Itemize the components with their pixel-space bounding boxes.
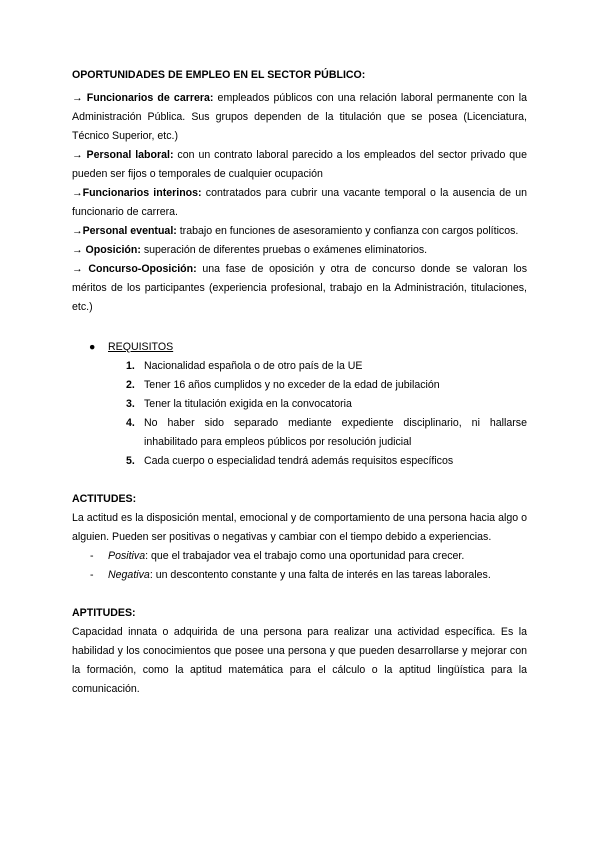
oportunidades-list [72, 89, 527, 317]
item-number: 5. [126, 455, 135, 467]
dash-marker: - [90, 550, 94, 562]
spacer [72, 471, 527, 490]
bullet-dot-icon: ● [89, 341, 96, 353]
document-page [72, 66, 527, 699]
item-text: con un contrato laboral parecido a los empleados del sector privado que pueden ser fijos o temporales de cualquier ocupación [72, 149, 527, 180]
list-item [72, 260, 527, 317]
arrow-icon: → [72, 187, 83, 199]
item-number: 1. [126, 360, 135, 372]
list-item [72, 222, 527, 241]
list-item [126, 357, 527, 376]
section-heading-aptitudes: APTITUDES: [72, 607, 136, 619]
item-term: Funcionarios de carrera: [86, 92, 214, 104]
requisitos-list [72, 357, 527, 471]
list-item [72, 184, 527, 222]
list-item [126, 376, 527, 395]
item-text: superación de diferentes pruebas o exámenes eliminatorios. [140, 244, 428, 256]
item-text: : un descontento constante y una falta de interés en las tareas laborales. [149, 569, 491, 581]
item-number: 2. [126, 379, 135, 391]
list-item [90, 547, 527, 566]
aptitudes-body: Capacidad innata o adquirida de una persona para realizar una actividad específica. Es la habilidad y los conocimientos que posee una persona y que pueden desarrollarse y mejorar con la formación, como la aptitud matemática para el cálculo o la aptitud lingüística para la comunicación. [72, 626, 527, 695]
list-item [72, 89, 527, 146]
arrow-icon: → [72, 92, 83, 104]
section-heading-oportunidades: OPORTUNIDADES DE EMPLEO EN EL SECTOR PÚBLICO: [72, 69, 366, 81]
item-text: una fase de oposición y otra de concurso donde se valoran los méritos de los participantes (experiencia profesional, trabajo en la Administración, titulaciones, etc.) [72, 263, 527, 313]
item-text: No haber sido separado mediante expediente disciplinario, ni hallarse inhabilitado para empleos públicos por resolución judicial [144, 417, 527, 448]
item-term: Funcionarios interinos: [82, 187, 202, 199]
list-item [72, 146, 527, 184]
item-number: 4. [126, 417, 135, 429]
item-text: contratados para cubrir una vacante temporal o la ausencia de un funcionario de carrera. [72, 187, 527, 218]
item-term: Personal eventual: [82, 225, 177, 237]
list-item [126, 395, 527, 414]
item-text: Tener la titulación exigida en la convocatoria [144, 398, 352, 410]
item-text: trabajo en funciones de asesoramiento y confianza con cargos políticos. [176, 225, 519, 237]
item-text: Tener 16 años cumplidos y no exceder de la edad de jubilación [144, 379, 440, 391]
requisitos-label: REQUISITOS [108, 341, 174, 353]
item-text: : que el trabajador vea el trabajo como una oportunidad para crecer. [145, 550, 465, 562]
arrow-icon: → [72, 149, 83, 161]
arrow-icon: → [72, 225, 83, 237]
arrow-icon: → [72, 263, 83, 275]
arrow-icon: → [72, 244, 83, 256]
dash-marker: - [90, 569, 94, 581]
requisitos-bullet [72, 338, 527, 357]
item-term: Positiva [108, 550, 146, 562]
item-text: empleados públicos con una relación laboral permanente con la Administración Pública. Sus grupos dependen de la titulación que se posea (Licenciatura, Técnico Superior, etc.) [72, 92, 527, 142]
item-term: Oposición: [85, 244, 141, 256]
actitudes-list [72, 547, 527, 585]
item-text: Cada cuerpo o especialidad tendrá además requisitos específicos [144, 455, 454, 467]
item-text: Nacionalidad española o de otro país de la UE [144, 360, 363, 372]
section-heading-actitudes: ACTITUDES: [72, 493, 137, 505]
spacer [72, 317, 527, 336]
list-item [126, 414, 527, 452]
spacer [72, 585, 527, 604]
item-term: Personal laboral: [86, 149, 174, 161]
item-term: Concurso-Oposición: [88, 263, 197, 275]
list-item [126, 452, 527, 471]
list-item [90, 566, 527, 585]
item-number: 3. [126, 398, 135, 410]
item-term: Negativa [108, 569, 150, 581]
list-item [72, 241, 527, 260]
actitudes-body: La actitud es la disposición mental, emocional y de comportamiento de una persona hacia algo o alguien. Pueden ser positivas o negativas y cambiar con el tiempo debido a experiencias. [72, 512, 527, 543]
